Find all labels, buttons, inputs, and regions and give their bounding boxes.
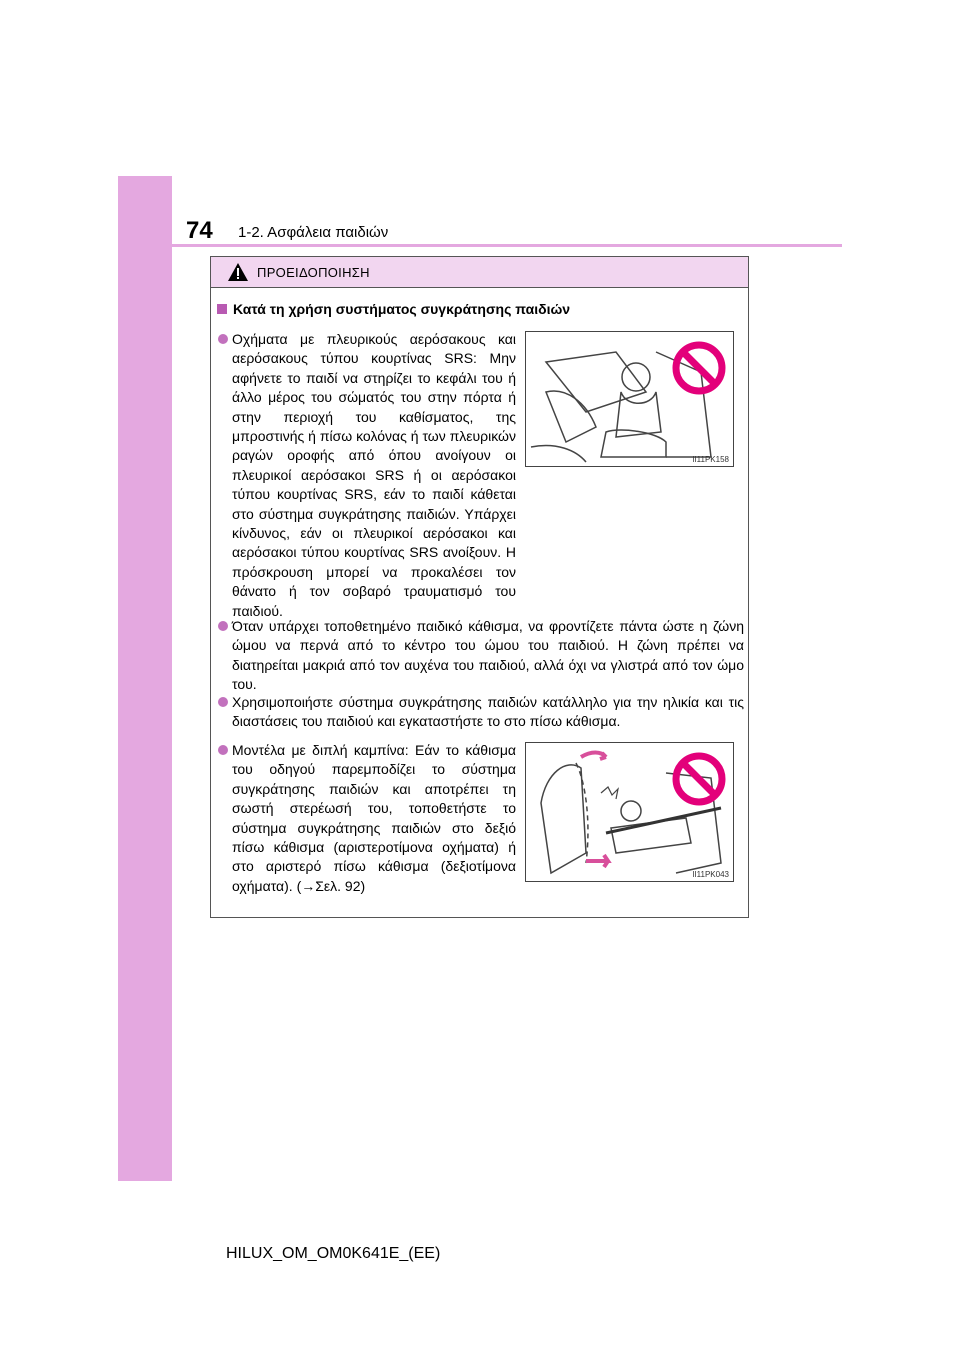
bullet-dot-icon [218, 334, 228, 344]
figure-code: II11PK158 [692, 455, 729, 464]
warning-bullet [232, 330, 516, 621]
square-bullet-icon [217, 304, 227, 314]
figure-seat-interference [525, 742, 734, 882]
warning-bullet [232, 693, 744, 732]
bullet-text: Όταν υπάρχει τοποθετημένο παιδικό κάθισμα, να φροντίζετε πάντα ώστε η ζώνη ώμου να περνά από το κέντρο του ώμου του παιδιού. Η ζώνη πρέπει να διατηρείται μακριά από τον αυχένα του παιδιού, αλλά όχι να γλιστρά από τον ώμο του. [232, 618, 744, 693]
warning-bullet [232, 617, 744, 695]
warning-triangle-icon [227, 262, 249, 282]
warning-bullet [232, 741, 516, 896]
warning-subheading-text: Κατά τη χρήση συστήματος συγκράτησης παιδιών [233, 301, 571, 317]
bullet-dot-icon [218, 745, 228, 755]
warning-box [210, 256, 749, 918]
warning-title: ΠΡΟΕΙΔΟΠΟΙΗΣΗ [257, 264, 370, 280]
figure-child-seat-side [525, 331, 734, 467]
bullet-dot-icon [218, 697, 228, 707]
warning-subheading [217, 301, 570, 317]
document-code: HILUX_OM_OM0K641E_(EE) [226, 1245, 441, 1262]
section-title: 1-2. Ασφάλεια παιδιών [238, 224, 389, 241]
header-divider [172, 244, 842, 247]
prohibited-icon [671, 751, 727, 807]
bullet-text: Οχήματα με πλευρικούς αερόσακους και αερόσακους τύπου κουρτίνας SRS: Μην αφήνετε το παιδί να στηρίζει το κεφάλι του ή άλλο μέρος του σώματός του στην πόρτα ή στην περιοχή του καθίσματος, της μπροστινής ή πίσω κολόνας ή των πλευρικών ραγών οροφής από όπου ανοίγουν οι πλευρικοί αερόσακοι SRS ή οι αερόσακοι τύπου κουρτίνας SRS, εάν το παιδί κάθεται στο σύστημα συγκράτησης παιδιών. Υπάρχει κίνδυνος, εάν οι πλευρικοί αερόσακοι και αερόσακοι τύπου κουρτίνας SRS ανοίξουν. Η πρόσκρουση μπορεί να προκαλέσει τον θάνατο ή τον σοβαρό τραυματισμό του παιδιού. [232, 331, 516, 619]
figure-code: II11PK043 [692, 870, 729, 879]
page-side-tab [118, 176, 172, 1181]
bullet-text: Χρησιμοποιήστε σύστημα συγκράτησης παιδιών κατάλληλο για την ηλικία και τις διαστάσεις του παιδιού και εγκαταστήστε το στο πίσω κάθισμα. [232, 694, 744, 730]
bullet-dot-icon [218, 621, 228, 631]
warning-header [211, 257, 748, 288]
bullet-text: Μοντέλα με διπλή καμπίνα: Εάν το κάθισμα του οδηγού παρεμποδίζει το σύστημα συγκράτησης παιδιών και αποτρέπει τη σωστή στερέωσή του, τοποθετήστε το σύστημα συγκράτησης παιδιών στο δεξιό πίσω κάθισμα (αριστεροτίμονα οχήματα) ή στο αριστερό πίσω κάθισμα (δεξιοτίμονα οχήματα). (→Σελ. 92) [232, 742, 516, 894]
page-number: 74 [186, 217, 213, 244]
prohibited-icon [671, 340, 727, 396]
